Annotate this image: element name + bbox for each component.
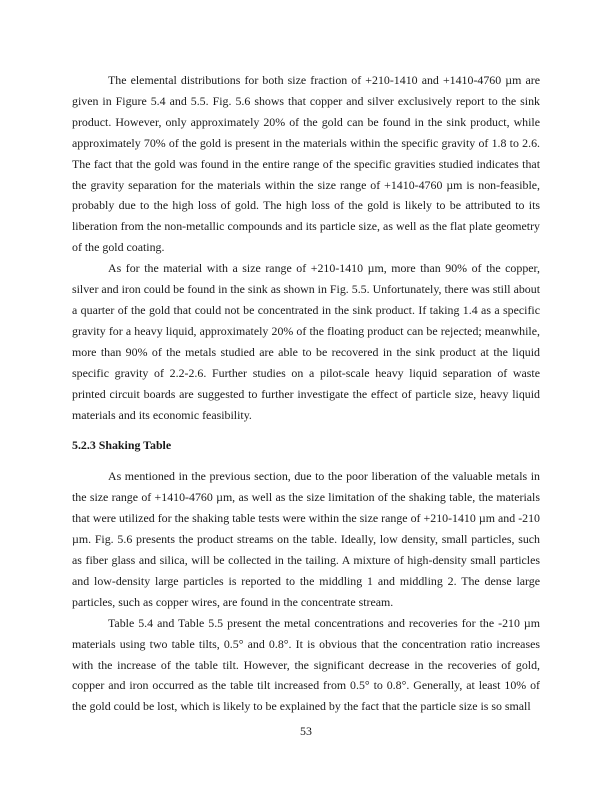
paragraph-table-tilts: Table 5.4 and Table 5.5 present the metal concentrations and recoveries for the -210 µm materials using two table tilts, 0.5° and 0.8°. It is obvious that the concentration ratio increases with the increase of the table tilt. However, the significant decrease in the recoveries of gold, copper and iron occurred as the table tilt increased from 0.5° to 0.8°. Generally, at least 10% of the gold could be lost, which is likely to be explained by the fact that the particle size is so small: [72, 615, 540, 714]
document-page: [72, 70, 540, 717]
paragraph-shaking-table-intro: As mentioned in the previous section, due to the poor liberation of the valuable metals in the size range of +1410-4760 µm, as well as the size limitation of the shaking table, the materials that were utilized for the shaking table tests were within the size range of +210-1410 µm and -210 µm. Fig. 5.6 presents the product streams on the table. Ideally, low density, small particles, such as fiber glass and silica, will be collected in the tailing. A mixture of high-density small particles and low-density large particles is reported to the middling 1 and middling 2. The dense large particles, such as copper wires, are found in the concentrate stream.: [72, 469, 540, 609]
paragraph-size-range-210-1410: As for the material with a size range of +210-1410 µm, more than 90% of the copper, silver and iron could be found in the sink as shown in Fig. 5.5. Unfortunately, there was still about a quarter of the gold that could not be concentrated in the sink product. If taking 1.4 as a specific gravity for a heavy liquid, approximately 20% of the floating product can be rejected; meanwhile, more than 90% of the metals studied are able to be recovered in the sink product at the liquid specific gravity of 2.2-2.6. Further studies on a pilot-scale heavy liquid separation of waste printed circuit boards are suggested to further investigate the effect of particle size, heavy liquid materials and its economic feasibility.: [72, 261, 540, 422]
section-heading: 5.2.3 Shaking Table: [72, 438, 172, 453]
page-number: 53: [300, 724, 312, 738]
paragraph-elemental-distributions: The elemental distributions for both size fraction of +210-1410 and +1410-4760 µm are given in Figure 5.4 and 5.5. Fig. 5.6 shows that copper and silver exclusively report to the sink product. However, only approximately 20% of the gold can be found in the sink product, while approximately 70% of the gold is present in the materials within the specific gravity of 1.8 to 2.6. The fact that the gold was found in the entire range of the specific gravities studied indicates that the gravity separation for the materials within the size range of +1410-4760 µm is non-feasible, probably due to the high loss of gold. The high loss of the gold is likely to be attributed to its liberation from the non-metallic compounds and its particle size, as well as the flat plate geometry of the gold coating.: [72, 73, 540, 255]
